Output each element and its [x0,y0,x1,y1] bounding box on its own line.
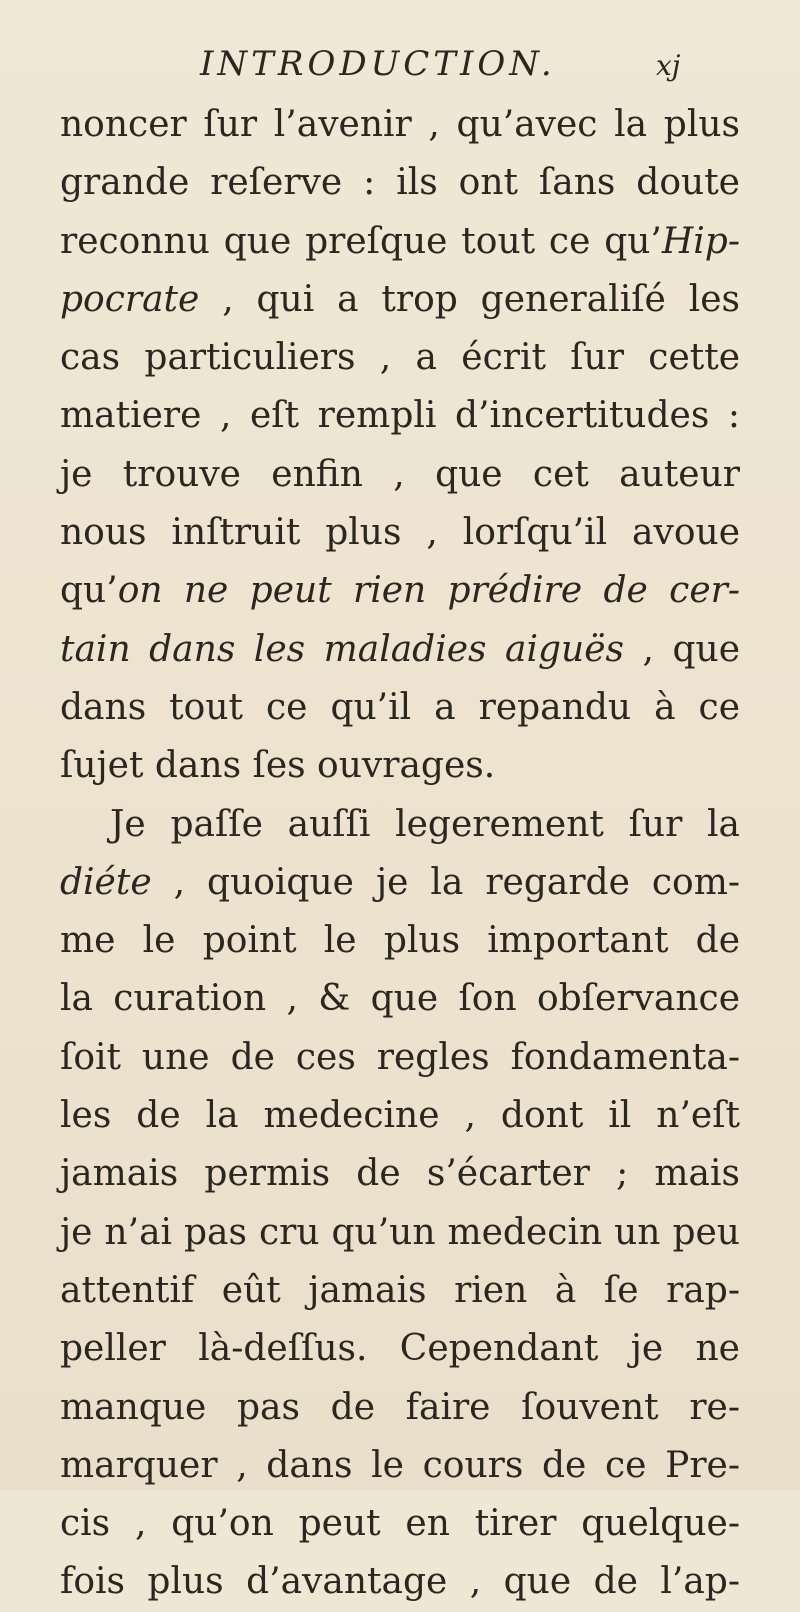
text-line [60,446,740,504]
text-line [60,1145,740,1203]
text-line [60,854,740,912]
text-line [60,154,740,212]
italic-text: diéte [60,861,152,903]
text-segment: , quoique je la regarde com- [151,861,740,903]
italic-text: on ne peut rien prédire de cer- [117,570,740,612]
text-line [60,1320,740,1378]
text-line [60,1204,740,1262]
text-line [60,1379,740,1437]
page-header [0,44,800,94]
text-line [60,96,740,154]
text-segment: je n’ai pas cru qu’un medecin un peu [60,1211,740,1253]
text-line [60,1553,740,1611]
text-segment: , qui a trop generaliſé les [199,278,740,320]
text-line [60,737,740,795]
text-line [60,1029,740,1087]
text-line [60,912,740,970]
text-line [60,387,740,445]
body-text [60,96,740,1612]
text-segment: marquer , dans le cours de ce Pre- [60,1444,740,1486]
text-segment: jamais permis de s’écarter ; mais [60,1153,740,1195]
text-segment: matiere , eſt rempli d’incertitudes : [60,395,740,437]
text-line [60,1437,740,1495]
text-segment: reconnu que preſque tout ce qu’ [60,220,662,262]
text-segment: la curation , & que ſon obſervance [60,978,740,1020]
text-line [60,970,740,1028]
text-segment: attentif eût jamais rien à ſe rap- [60,1269,740,1311]
text-segment: ſoit une de ces regles fondamenta- [60,1036,740,1078]
text-segment: qu’ [60,570,118,612]
text-line [60,329,740,387]
text-segment: cas particuliers , a écrit ſur cette [60,337,740,379]
text-line [60,1087,740,1145]
text-line [60,213,740,271]
text-line [60,562,740,620]
text-segment: dans tout ce qu’il a repandu à ce [60,686,740,728]
text-line [60,1262,740,1320]
italic-text: tain dans les maladies aiguës [60,628,625,670]
text-segment: nous inſtruit plus , lorſqu’il avoue [60,512,740,554]
running-title: INTRODUCTION. [200,44,556,84]
text-segment: les de la medecine , dont il n’eſt [60,1095,740,1137]
italic-text: pocrate [60,278,200,320]
text-line [60,621,740,679]
text-segment: , que [624,628,741,670]
italic-text: Hip- [661,220,740,262]
text-segment: noncer ſur l’avenir , qu’avec la plus [60,104,740,145]
text-line [60,1495,740,1553]
text-segment: ſujet dans ſes ouvrages. [60,745,496,787]
text-line [60,796,740,854]
text-segment: manque pas de faire ſouvent re- [60,1386,740,1428]
page-number: xj [656,49,681,82]
text-segment: fois plus d’avantage , que de l’ap- [60,1561,740,1603]
text-line [60,679,740,737]
text-segment: cis , qu’on peut en tirer quelque- [60,1503,740,1545]
text-segment: grande reſerve : ils ont ſans doute [60,162,740,204]
text-line [60,271,740,329]
text-segment: je trouve enfin , que cet auteur [60,453,740,495]
text-line [60,504,740,562]
text-segment: me le point le plus important de [60,920,740,962]
text-segment: Je paſſe auſſi legerement ſur la [110,803,740,845]
text-segment: peller là-deſſus. Cependant je ne [60,1328,740,1370]
